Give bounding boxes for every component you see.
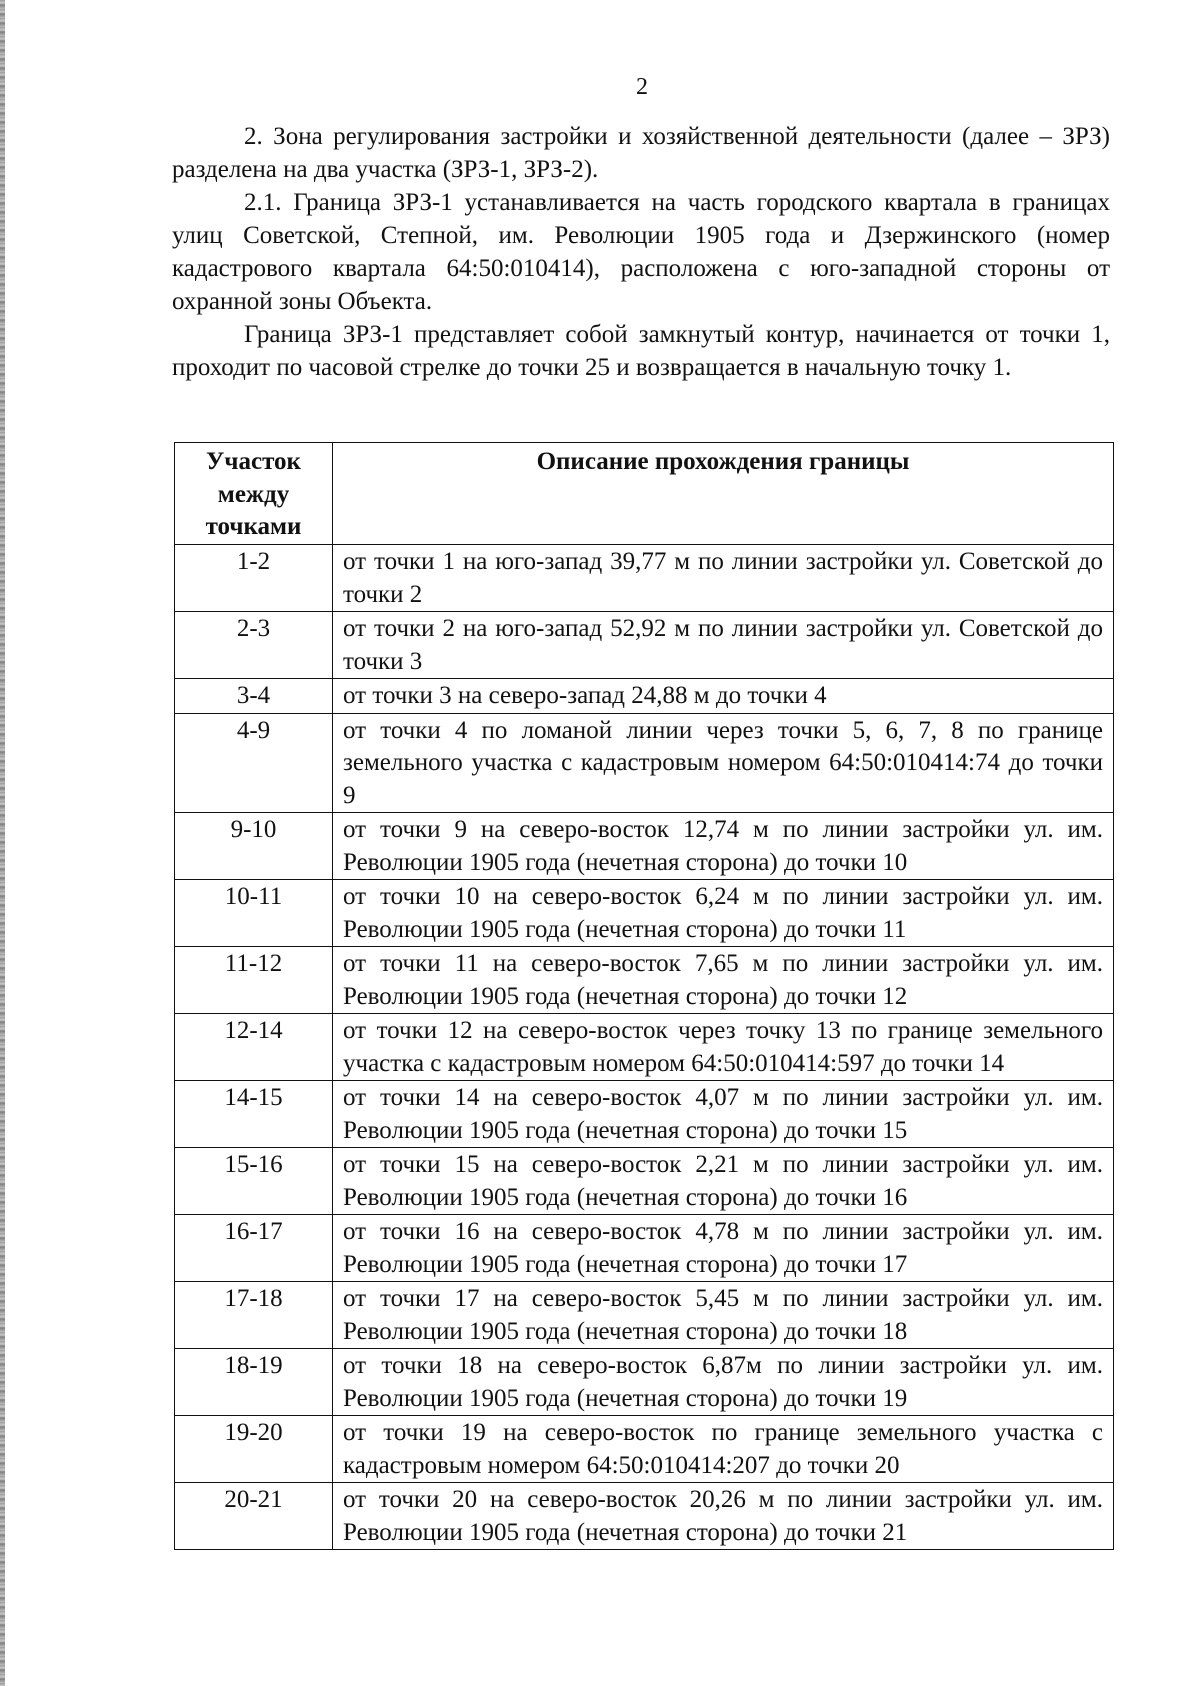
page-number: 2 [636, 74, 648, 100]
table-row [175, 1282, 1114, 1349]
paragraph: Граница ЗРЗ-1 представляет собой замкнутый контур, начинается от точки 1, проходит по часовой стрелке до точки 25 и возвращается в начальную точку 1. [172, 321, 1110, 381]
description-cell: от точки 14 на северо-восток 4,07 м по линии застройки ул. им. Революции 1905 года (нечетная сторона) до точки 15 [333, 1081, 1114, 1148]
description-cell: от точки 17 на северо-восток 5,45 м по линии застройки ул. им. Революции 1905 года (нечетная сторона) до точки 18 [333, 1282, 1114, 1349]
paragraph: 2. Зона регулирования застройки и хозяйственной деятельности (далее – ЗРЗ) разделена на два участка (ЗРЗ-1, ЗРЗ-2). [172, 123, 1110, 183]
boundary-table [174, 442, 1114, 1550]
segment-cell: 14-15 [175, 1081, 333, 1148]
description-cell: от точки 4 по ломаной линии через точки 5, 6, 7, 8 по границе земельного участка с кадастровым номером 64:50:010414:74 до точки 9 [333, 713, 1114, 813]
table-row [175, 679, 1114, 714]
description-cell: от точки 19 на северо-восток по границе земельного участка с кадастровым номером 64:50:010414:207 до точки 20 [333, 1416, 1114, 1483]
segment-cell: 4-9 [175, 713, 333, 813]
table-row [175, 1483, 1114, 1550]
segment-cell: 15-16 [175, 1148, 333, 1215]
description-cell: от точки 2 на юго-запад 52,92 м по линии застройки ул. Советской до точки 3 [333, 612, 1114, 679]
segment-cell: 11-12 [175, 947, 333, 1014]
segment-cell: 9-10 [175, 813, 333, 880]
table-row [175, 1215, 1114, 1282]
table-row [175, 545, 1114, 612]
header-description: Описание прохождения границы [333, 443, 1114, 545]
body-text [172, 120, 1110, 384]
table-row [175, 1081, 1114, 1148]
description-cell: от точки 16 на северо-восток 4,78 м по линии застройки ул. им. Революции 1905 года (нечетная сторона) до точки 17 [333, 1215, 1114, 1282]
description-cell: от точки 10 на северо-восток 6,24 м по линии застройки ул. им. Революции 1905 года (нечетная сторона) до точки 11 [333, 880, 1114, 947]
description-cell: от точки 18 на северо-восток 6,87м по линии застройки ул. им. Революции 1905 года (нечетная сторона) до точки 19 [333, 1349, 1114, 1416]
table-row [175, 813, 1114, 880]
segment-cell: 3-4 [175, 679, 333, 714]
description-cell: от точки 20 на северо-восток 20,26 м по линии застройки ул. им. Революции 1905 года (нечетная сторона) до точки 21 [333, 1483, 1114, 1550]
table-row [175, 880, 1114, 947]
description-cell: от точки 3 на северо-запад 24,88 м до точки 4 [333, 679, 1114, 714]
segment-cell: 17-18 [175, 1282, 333, 1349]
table-row [175, 947, 1114, 1014]
description-cell: от точки 15 на северо-восток 2,21 м по линии застройки ул. им. Революции 1905 года (нечетная сторона) до точки 16 [333, 1148, 1114, 1215]
segment-cell: 18-19 [175, 1349, 333, 1416]
description-cell: от точки 11 на северо-восток 7,65 м по линии застройки ул. им. Революции 1905 года (нечетная сторона) до точки 12 [333, 947, 1114, 1014]
table-header-row [175, 443, 1114, 545]
segment-cell: 16-17 [175, 1215, 333, 1282]
segment-cell: 2-3 [175, 612, 333, 679]
segment-cell: 20-21 [175, 1483, 333, 1550]
segment-cell: 10-11 [175, 880, 333, 947]
header-segment: Участок между точками [175, 443, 333, 545]
table-row [175, 1014, 1114, 1081]
scan-edge [0, 0, 5, 1686]
description-cell: от точки 9 на северо-восток 12,74 м по линии застройки ул. им. Революции 1905 года (нечетная сторона) до точки 10 [333, 813, 1114, 880]
table-row [175, 1349, 1114, 1416]
table-row [175, 713, 1114, 813]
paragraph: 2.1. Граница ЗРЗ-1 устанавливается на часть городского квартала в границах улиц Советской, Степной, им. Революции 1905 года и Дзержинского (номер кадастрового квартала 64:50:010414), расположена с юго-западной стороны от охранной зоны Объекта. [172, 189, 1110, 315]
table-body [175, 545, 1114, 1550]
table-row [175, 1416, 1114, 1483]
segment-cell: 19-20 [175, 1416, 333, 1483]
description-cell: от точки 12 на северо-восток через точку 13 по границе земельного участка с кадастровым номером 64:50:010414:597 до точки 14 [333, 1014, 1114, 1081]
table-row [175, 612, 1114, 679]
description-cell: от точки 1 на юго-запад 39,77 м по линии застройки ул. Советской до точки 2 [333, 545, 1114, 612]
table-row [175, 1148, 1114, 1215]
segment-cell: 1-2 [175, 545, 333, 612]
segment-cell: 12-14 [175, 1014, 333, 1081]
